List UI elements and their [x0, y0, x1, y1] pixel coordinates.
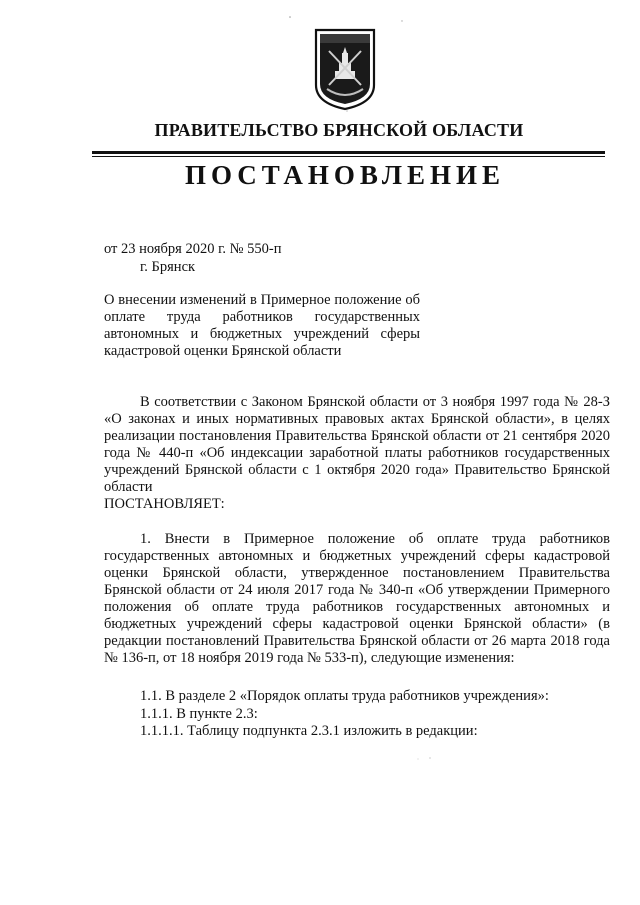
decree-word: ПОСТАНОВЛЯЕТ:	[104, 496, 225, 512]
list-item: 1.1. В разделе 2 «Порядок оплаты труда работников учреждения»:	[140, 688, 549, 704]
document-date-number: от 23 ноября 2020 г. № 550-п	[104, 241, 282, 257]
header-rule-thick	[92, 151, 605, 154]
list-item: 1.1.1. В пункте 2.3:	[140, 706, 258, 722]
amendment-paragraph: 1. Внести в Примерное положение об оплате труда работников государственных автономных и бюджетных учреждений сферы кадастровой оценки Брянской области, утвержденное постановлением Правительства Брянской области от 24 июля 2017 года № 340-п «Об утверждении Примерного положения об оплате труда работников государственных автономных и бюджетных учреждений сферы кадастровой оценки Брянской области» (в редакции постановлений Правительства Брянской области от 26 марта 2018 года № 136-п, от 18 ноября 2019 года № 533-п), следующие изменения:	[104, 531, 610, 666]
document-subject: О внесении изменений в Примерное положение об оплате труда работников государственных автономных и бюджетных учреждений сферы кадастровой оценки Брянской области	[104, 292, 420, 359]
header-rule-thin	[92, 156, 605, 157]
document-type-title: ПОСТАНОВЛЕНИЕ	[184, 160, 506, 190]
organization-title: ПРАВИТЕЛЬСТВО БРЯНСКОЙ ОБЛАСТИ	[154, 120, 524, 140]
bryansk-coat-of-arms-icon	[313, 27, 377, 111]
preamble-paragraph: В соответствии с Законом Брянской области от 3 ноября 1997 года № 28-З «О законах и иных нормативных правовых актах Брянской области», в целях реализации постановления Правительства Брянской области от 21 сентября 2020 года № 440-п «Об индексации заработной платы работников государственных учреждений Брянской области с 1 октября 2020 года» Правительство Брянской области	[104, 394, 610, 495]
list-item: 1.1.1.1. Таблицу подпункта 2.3.1 изложить в редакции:	[140, 723, 478, 739]
document-city: г. Брянск	[140, 259, 196, 275]
